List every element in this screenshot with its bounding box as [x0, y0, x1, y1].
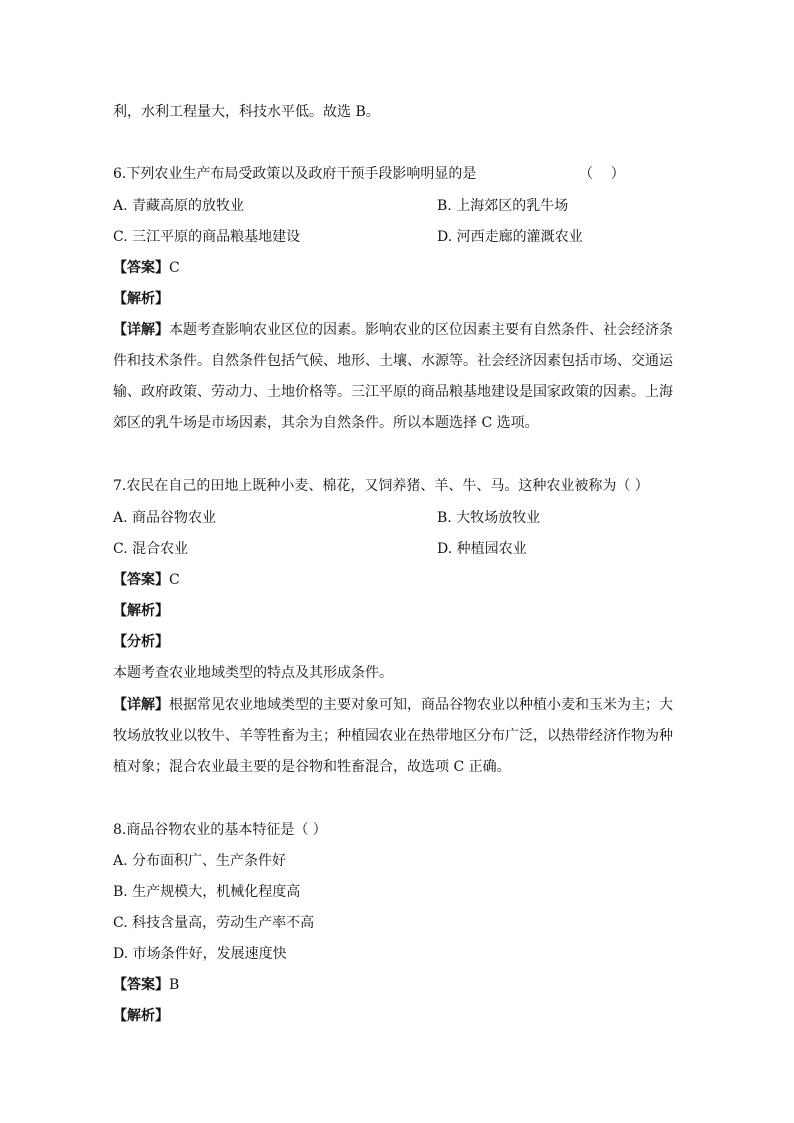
q7-detail-tag: 【详解】 — [113, 697, 169, 713]
q6-answer-line — [113, 258, 180, 278]
q7-answer-line — [113, 570, 180, 590]
q7-option-a: A. 商品谷物农业 — [113, 510, 217, 526]
q6-detail-line-4: 郊区的乳牛场是市场因素，其余为自然条件。所以本题选择 C 选项。 — [113, 415, 539, 431]
q7-option-b: B. 大牧场放牧业 — [437, 510, 541, 526]
q8-option-a: A. 分布面积广、生产条件好 — [113, 853, 287, 869]
q6-option-d: D. 河西走廊的灌溉农业 — [437, 229, 583, 245]
q6-stem: 6.下列农业生产布局受政策以及政府干预手段影响明显的是 — [113, 166, 477, 182]
q6-answer: C — [169, 260, 180, 276]
q7-option-c: C. 混合农业 — [113, 541, 189, 557]
q7-fenxi-tag: 【分析】 — [113, 634, 169, 650]
q8-option-d: D. 市场条件好，发展速度快 — [113, 946, 287, 962]
q8-option-b: B. 生产规模大，机械化程度高 — [113, 884, 301, 900]
q6-option-a: A. 青藏高原的放牧业 — [113, 198, 245, 214]
q8-answer-tag: 【答案】 — [113, 977, 169, 993]
q6-detail-text-1: 本题考查影响农业区位的因素。影响农业的区位因素主要有自然条件、社会经济条 — [169, 322, 673, 338]
q8-answer: B — [169, 977, 180, 993]
q6-detail-tag: 【详解】 — [113, 322, 169, 338]
q6-detail-line-3: 输、政府政策、劳动力、土地价格等。三江平原的商品粮基地建设是国家政策的因素。上海 — [113, 384, 673, 400]
q7-detail-line-3: 植对象；混合农业最主要的是谷物和牲畜混合，故选项 C 正确。 — [113, 759, 511, 775]
q8-option-c: C. 科技含量高，劳动生产率不高 — [113, 915, 315, 931]
q6-detail-line-1 — [113, 320, 673, 340]
q7-answer: C — [169, 572, 180, 588]
q7-detail-line-2: 牧场放牧业以牧牛、羊等牲畜为主；种植园农业在热带地区分布广泛，以热带经济作物为种 — [113, 728, 673, 744]
q6-detail-line-2: 件和技术条件。自然条件包括气候、地形、土壤、水源等。社会经济因素包括市场、交通运 — [113, 353, 673, 369]
q7-fenxi-text: 本题考查农业地域类型的特点及其形成条件。 — [113, 665, 393, 681]
q6-option-c: C. 三江平原的商品粮基地建设 — [113, 229, 301, 245]
q8-analysis-tag: 【解析】 — [113, 1008, 169, 1024]
q6-answer-tag: 【答案】 — [113, 260, 169, 276]
previous-answer-tail: 利，水利工程量大，科技水平低。故选 B。 — [113, 104, 380, 120]
q7-option-d: D. 种植园农业 — [437, 541, 527, 557]
q8-stem: 8.商品谷物农业的基本特征是（ ） — [113, 822, 327, 838]
q6-analysis-tag: 【解析】 — [113, 291, 169, 307]
q7-analysis-tag: 【解析】 — [113, 603, 169, 619]
q6-answer-blank: （ ） — [579, 166, 625, 182]
q7-detail-line-1 — [113, 695, 673, 715]
q8-answer-line — [113, 975, 179, 995]
q7-answer-tag: 【答案】 — [113, 572, 169, 588]
q7-stem: 7.农民在自己的田地上既种小麦、棉花，又饲养猪、羊、牛、马。这种农业被称为（ ） — [113, 478, 649, 494]
q7-detail-text-1: 根据常见农业地域类型的主要对象可知，商品谷物农业以种植小麦和玉米为主；大 — [169, 697, 673, 713]
q6-option-b: B. 上海郊区的乳牛场 — [437, 198, 569, 214]
